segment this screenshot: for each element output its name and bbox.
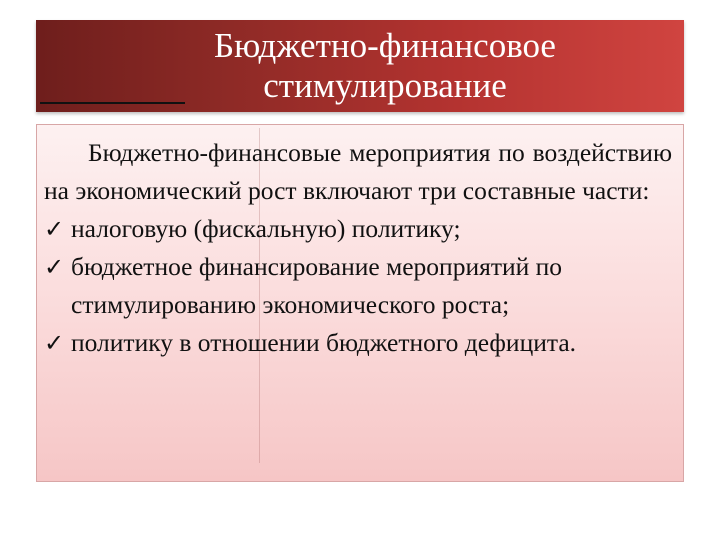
bullet-list (44, 210, 672, 362)
title-bar (36, 20, 684, 112)
title-underline (40, 102, 185, 104)
check-icon: ✓ (44, 253, 65, 281)
title-line-2: стимулирование (263, 66, 507, 105)
title-line-1: Бюджетно-финансовое (214, 26, 556, 65)
bullet-text: политику в отношении бюджетного дефицита. (71, 328, 577, 357)
content-text (44, 134, 672, 362)
list-item (44, 210, 672, 248)
check-icon: ✓ (44, 215, 65, 243)
check-icon: ✓ (44, 329, 65, 357)
intro-paragraph: Бюджетно-финансовые мероприятия по воздействию на экономический рост включают три составные части: (44, 138, 672, 205)
bullet-text: бюджетное финансирование мероприятий по стимулированию экономического роста; (71, 252, 563, 319)
slide-title (36, 26, 684, 106)
list-item (44, 248, 672, 324)
list-item (44, 324, 672, 362)
bullet-text: налоговую (фискальную) политику; (71, 214, 461, 243)
